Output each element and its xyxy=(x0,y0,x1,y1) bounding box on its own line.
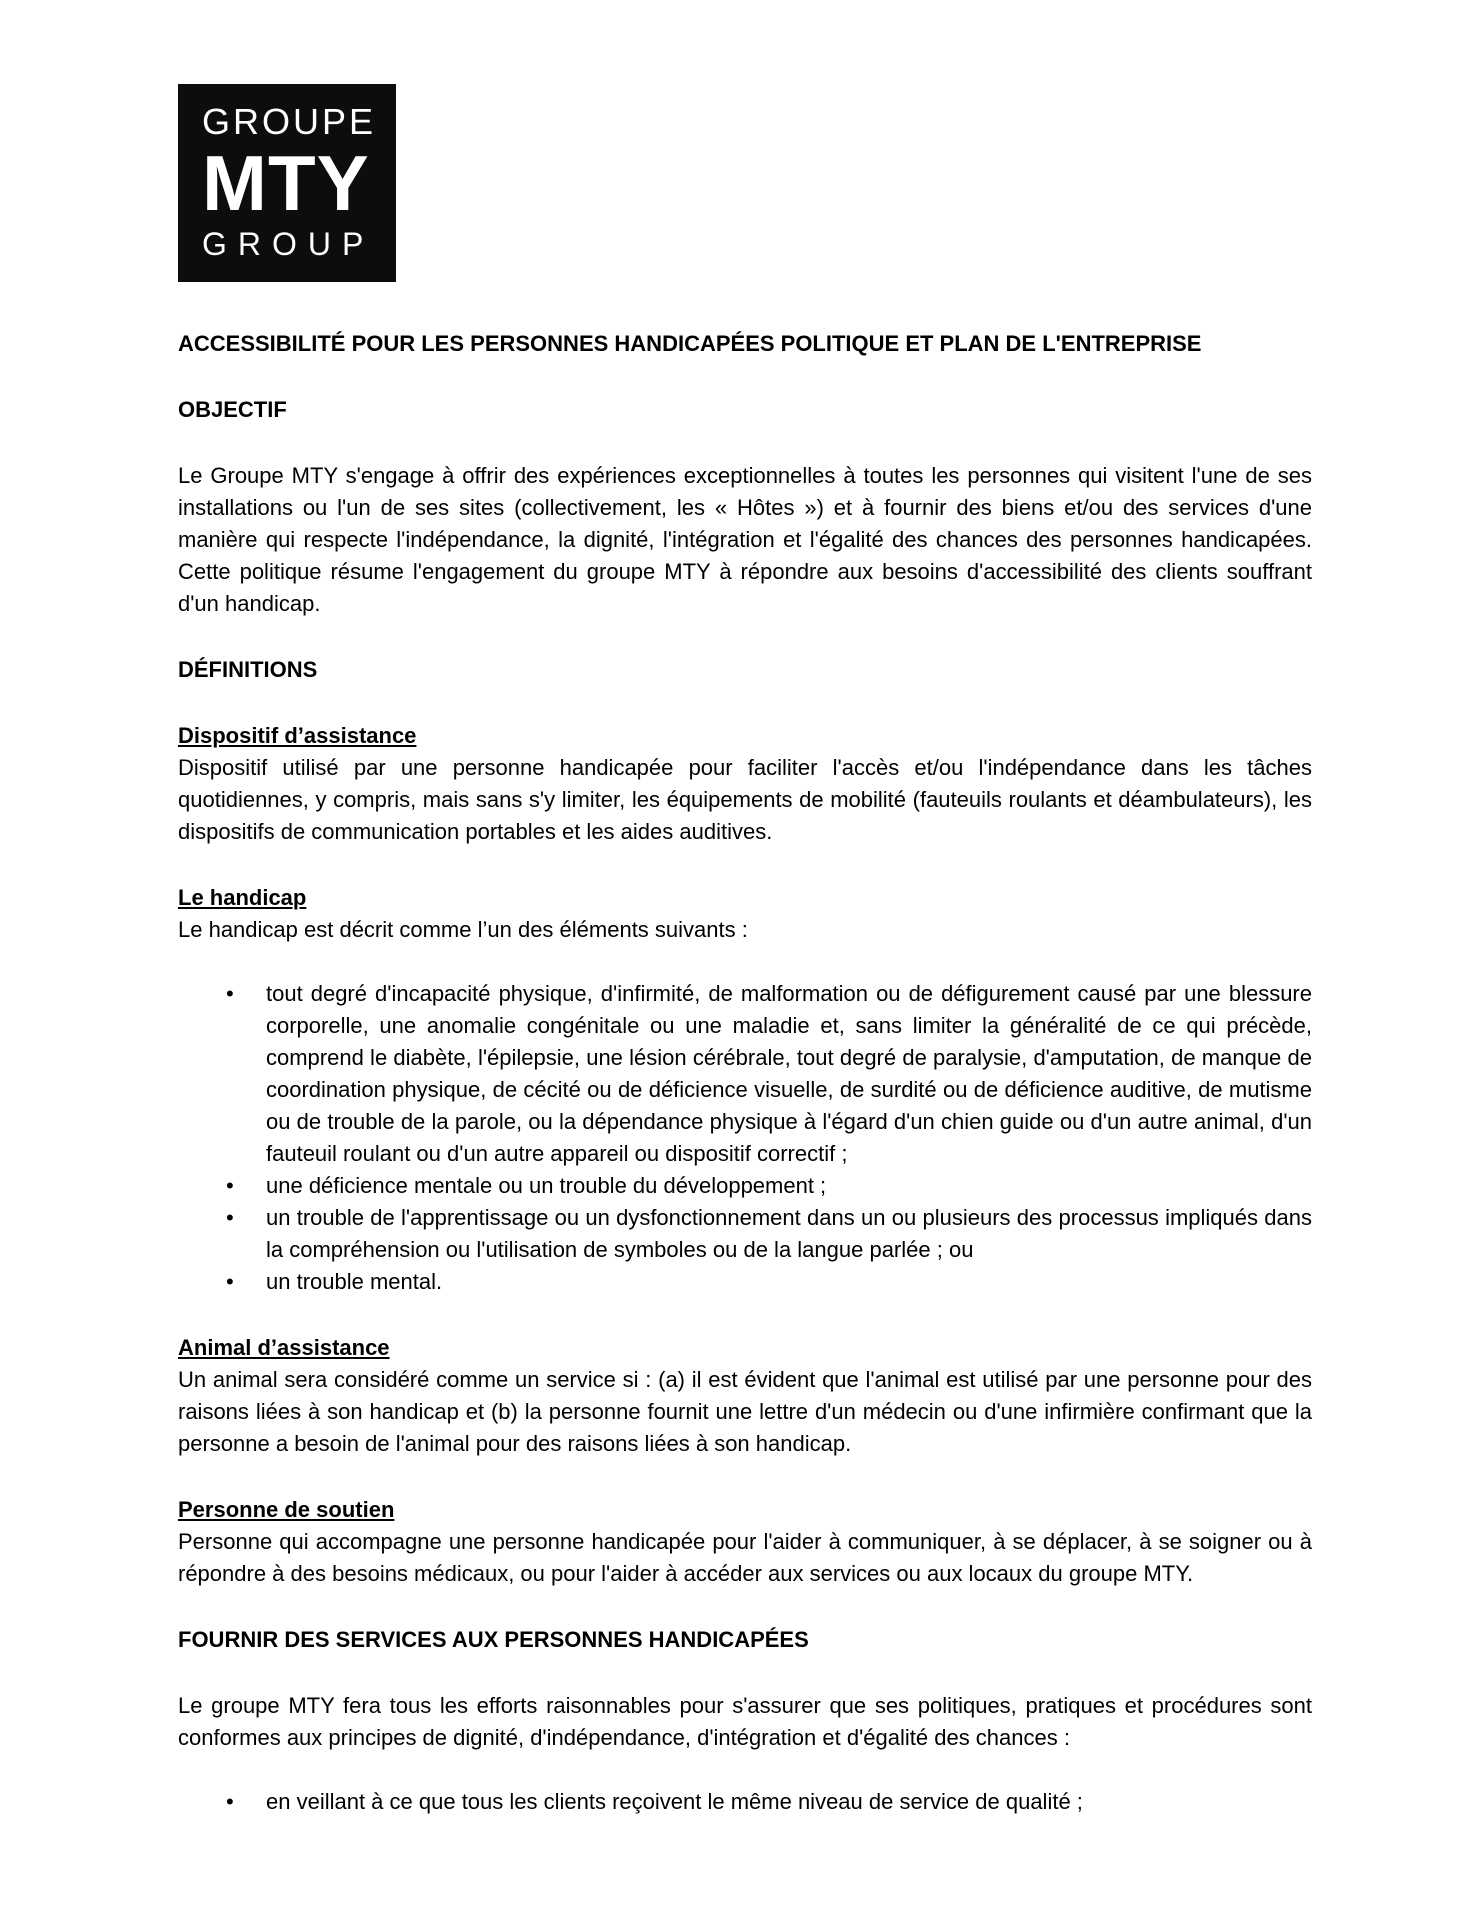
list-item: • une déficience mentale ou un trouble du développement ; xyxy=(178,1170,1312,1202)
objectif-paragraph: Le Groupe MTY s'engage à offrir des expériences exceptionnelles à toutes les personnes qui visitent l'une de ses installations ou l'un de ses sites (collectivement, les « Hôtes ») et à fournir des biens et/ou des services d'une manière qui respecte l'indépendance, la dignité, l'intégration et l'égalité des chances des personnes handicapées. Cette politique résume l'engagement du groupe MTY à répondre aux besoins d'accessibilité des clients souffrant d'un handicap. xyxy=(178,463,1312,616)
section-heading-definitions: DÉFINITIONS xyxy=(178,657,318,682)
mty-group-logo xyxy=(178,84,396,282)
logo-text-group: GROUP xyxy=(202,226,375,262)
list-item: • un trouble mental. xyxy=(178,1266,1312,1298)
dispositif-paragraph: Dispositif utilisé par une personne handicapée pour faciliter l'accès et/ou l'indépendance dans les tâches quotidiennes, y compris, mais sans s'y limiter, les équipements de mobilité (fauteuils roulants et déambulateurs), les dispositifs de communication portables et les aides auditives. xyxy=(178,755,1312,844)
soutien-paragraph: Personne qui accompagne une personne handicapée pour l'aider à communiquer, à se déplacer, à se soigner ou à répondre à des besoins médicaux, ou pour l'aider à accéder aux services ou aux locaux du groupe MTY. xyxy=(178,1529,1312,1586)
animal-paragraph: Un animal sera considéré comme un service si : (a) il est évident que l'animal est utilisé par une personne pour des raisons liées à son handicap et (b) la personne fournit une lettre d'un médecin ou d'une infirmière confirmant que la personne a besoin de l'animal pour des raisons liées à son handicap. xyxy=(178,1367,1312,1456)
logo-text-mty: MTY xyxy=(202,139,370,227)
list-item: • un trouble de l'apprentissage ou un dysfonctionnement dans un ou plusieurs des processus impliqués dans la compréhension ou l'utilisation de symboles ou de la langue parlée ; ou xyxy=(178,1202,1312,1266)
list-item: • en veillant à ce que tous les clients reçoivent le même niveau de service de qualité ; xyxy=(178,1786,1312,1818)
services-paragraph: Le groupe MTY fera tous les efforts raisonnables pour s'assurer que ses politiques, pratiques et procédures sont conformes aux principes de dignité, d'indépendance, d'intégration et d'égalité des chances : xyxy=(178,1693,1312,1750)
section-heading-objectif: OBJECTIF xyxy=(178,397,287,422)
subheading-le-handicap: Le handicap xyxy=(178,885,307,910)
handicap-bullet-list xyxy=(178,978,1312,1298)
list-item: • tout degré d'incapacité physique, d'infirmité, de malformation ou de défigurement causé par une blessure corporelle, une anomalie congénitale ou une maladie et, sans limiter la généralité de ce qui précède, comprend le diabète, l'épilepsie, une lésion cérébrale, tout degré de paralysie, d'amputation, de manque de coordination physique, de cécité ou de déficience visuelle, de surdité ou de déficience auditive, de mutisme ou de trouble de la parole, ou la dépendance physique à l'égard d'un chien guide ou d'un autre animal, d'un fauteuil roulant ou d'un autre appareil ou dispositif correctif ; xyxy=(178,978,1312,1170)
subheading-animal-assistance: Animal d’assistance xyxy=(178,1335,390,1360)
section-heading-fournir-services: FOURNIR DES SERVICES AUX PERSONNES HANDICAPÉES xyxy=(178,1627,809,1652)
logo-text-groupe: GROUPE xyxy=(202,101,377,142)
document-title: ACCESSIBILITÉ POUR LES PERSONNES HANDICAPÉES POLITIQUE ET PLAN DE L'ENTREPRISE xyxy=(178,331,1202,356)
handicap-intro: Le handicap est décrit comme l’un des éléments suivants : xyxy=(178,917,748,942)
services-bullet-list xyxy=(178,1786,1312,1818)
subheading-personne-de-soutien: Personne de soutien xyxy=(178,1497,395,1522)
subheading-dispositif-assistance: Dispositif d’assistance xyxy=(178,723,417,748)
